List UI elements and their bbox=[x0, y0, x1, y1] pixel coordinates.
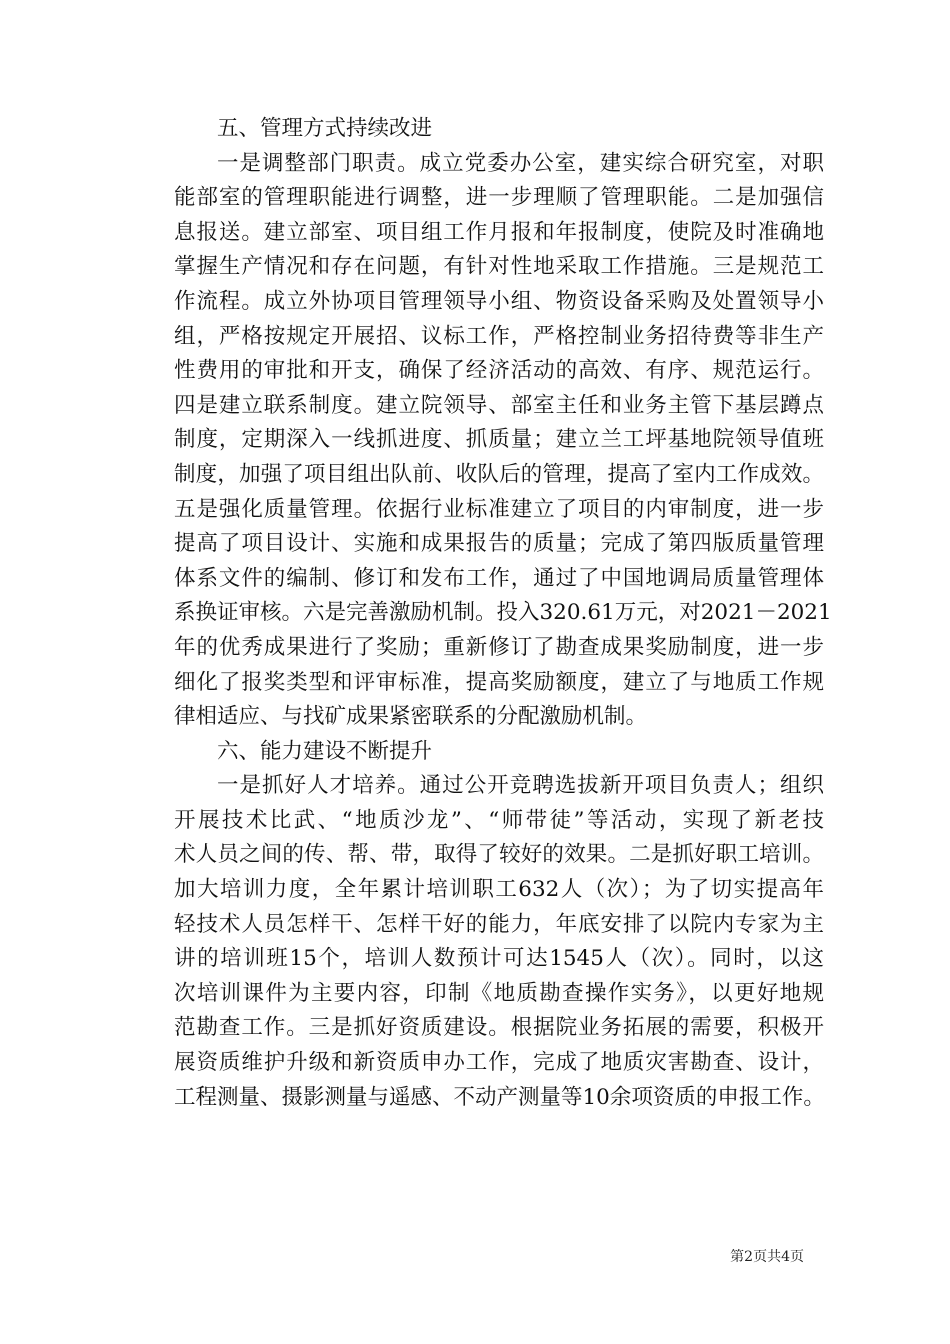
document-body bbox=[174, 112, 832, 1115]
text-line: 一是抓好人才培养。通过公开竞聘选拔新开项目负责人；组织 bbox=[217, 773, 824, 799]
text-line: 一是调整部门职责。成立党委办公室，建实综合研究室，对职 bbox=[217, 150, 824, 176]
text-line: 五、管理方式持续改进 bbox=[217, 116, 433, 141]
text-line: 加大培训力度，全年累计培训职工632人（次）；为了切实提高年 bbox=[174, 877, 824, 903]
text-line: 年的优秀成果进行了奖励；重新修订了勘查成果奖励制度，进一步 bbox=[174, 634, 824, 660]
text-line: 展资质维护升级和新资质申办工作，完成了地质灾害勘查、设计， bbox=[174, 1050, 824, 1076]
text-line: 制度，定期深入一线抓进度、抓质量；建立兰工坪基地院领导值班 bbox=[174, 427, 824, 453]
text-line: 五是强化质量管理。依据行业标准建立了项目的内审制度，进一步 bbox=[174, 496, 824, 522]
text-line: 体系文件的编制、修订和发布工作，通过了中国地调局质量管理体 bbox=[174, 565, 824, 591]
text-line: 讲的培训班15个，培训人数预计可达1545人（次）。同时，以这 bbox=[174, 946, 824, 972]
text-line: 制度，加强了项目组出队前、收队后的管理，提高了室内工作成效。 bbox=[174, 461, 824, 487]
text-line: 能部室的管理职能进行调整，进一步理顺了管理职能。二是加强信 bbox=[174, 185, 824, 211]
text-line: 开展技术比武、“地质沙龙”、“师带徒”等活动，实现了新老技 bbox=[174, 807, 824, 833]
text-line: 提高了项目设计、实施和成果报告的质量；完成了第四版质量管理 bbox=[174, 531, 824, 557]
page-number: 第2页共4页 bbox=[730, 1249, 804, 1265]
text-line: 轻技术人员怎样干、怎样干好的能力，年底安排了以院内专家为主 bbox=[174, 911, 824, 937]
text-line: 息报送。建立部室、项目组工作月报和年报制度，使院及时准确地 bbox=[174, 219, 824, 245]
text-line: 律相适应、与找矿成果紧密联系的分配激励机制。 bbox=[174, 704, 648, 730]
text-line: 掌握生产情况和存在问题，有针对性地采取工作措施。三是规范工 bbox=[174, 254, 824, 280]
text-line: 六、能力建设不断提升 bbox=[217, 738, 433, 764]
text-line: 性费用的审批和开支，确保了经济活动的高效、有序、规范运行。 bbox=[174, 358, 824, 384]
text-line: 工程测量、摄影测量与遥感、不动产测量等10余项资质的申报工作。 bbox=[174, 1084, 825, 1110]
text-line: 作流程。成立外协项目管理领导小组、物资设备采购及处置领导小 bbox=[174, 288, 824, 314]
text-line: 术人员之间的传、帮、带，取得了较好的效果。二是抓好职工培训。 bbox=[174, 842, 824, 868]
text-line: 四是建立联系制度。建立院领导、部室主任和业务主管下基层蹲点 bbox=[174, 392, 824, 418]
text-line: 系换证审核。六是完善激励机制。投入320.61万元，对2021－2021 bbox=[174, 600, 832, 626]
text-line: 细化了报奖类型和评审标准，提高奖励额度，建立了与地质工作规 bbox=[174, 669, 824, 695]
text-line: 范勘查工作。三是抓好资质建设。根据院业务拓展的需要，积极开 bbox=[174, 1015, 824, 1041]
text-line: 组，严格按规定开展招、议标工作，严格控制业务招待费等非生产 bbox=[174, 323, 824, 349]
text-line: 次培训课件为主要内容，印制《地质勘查操作实务》，以更好地规 bbox=[174, 980, 824, 1006]
